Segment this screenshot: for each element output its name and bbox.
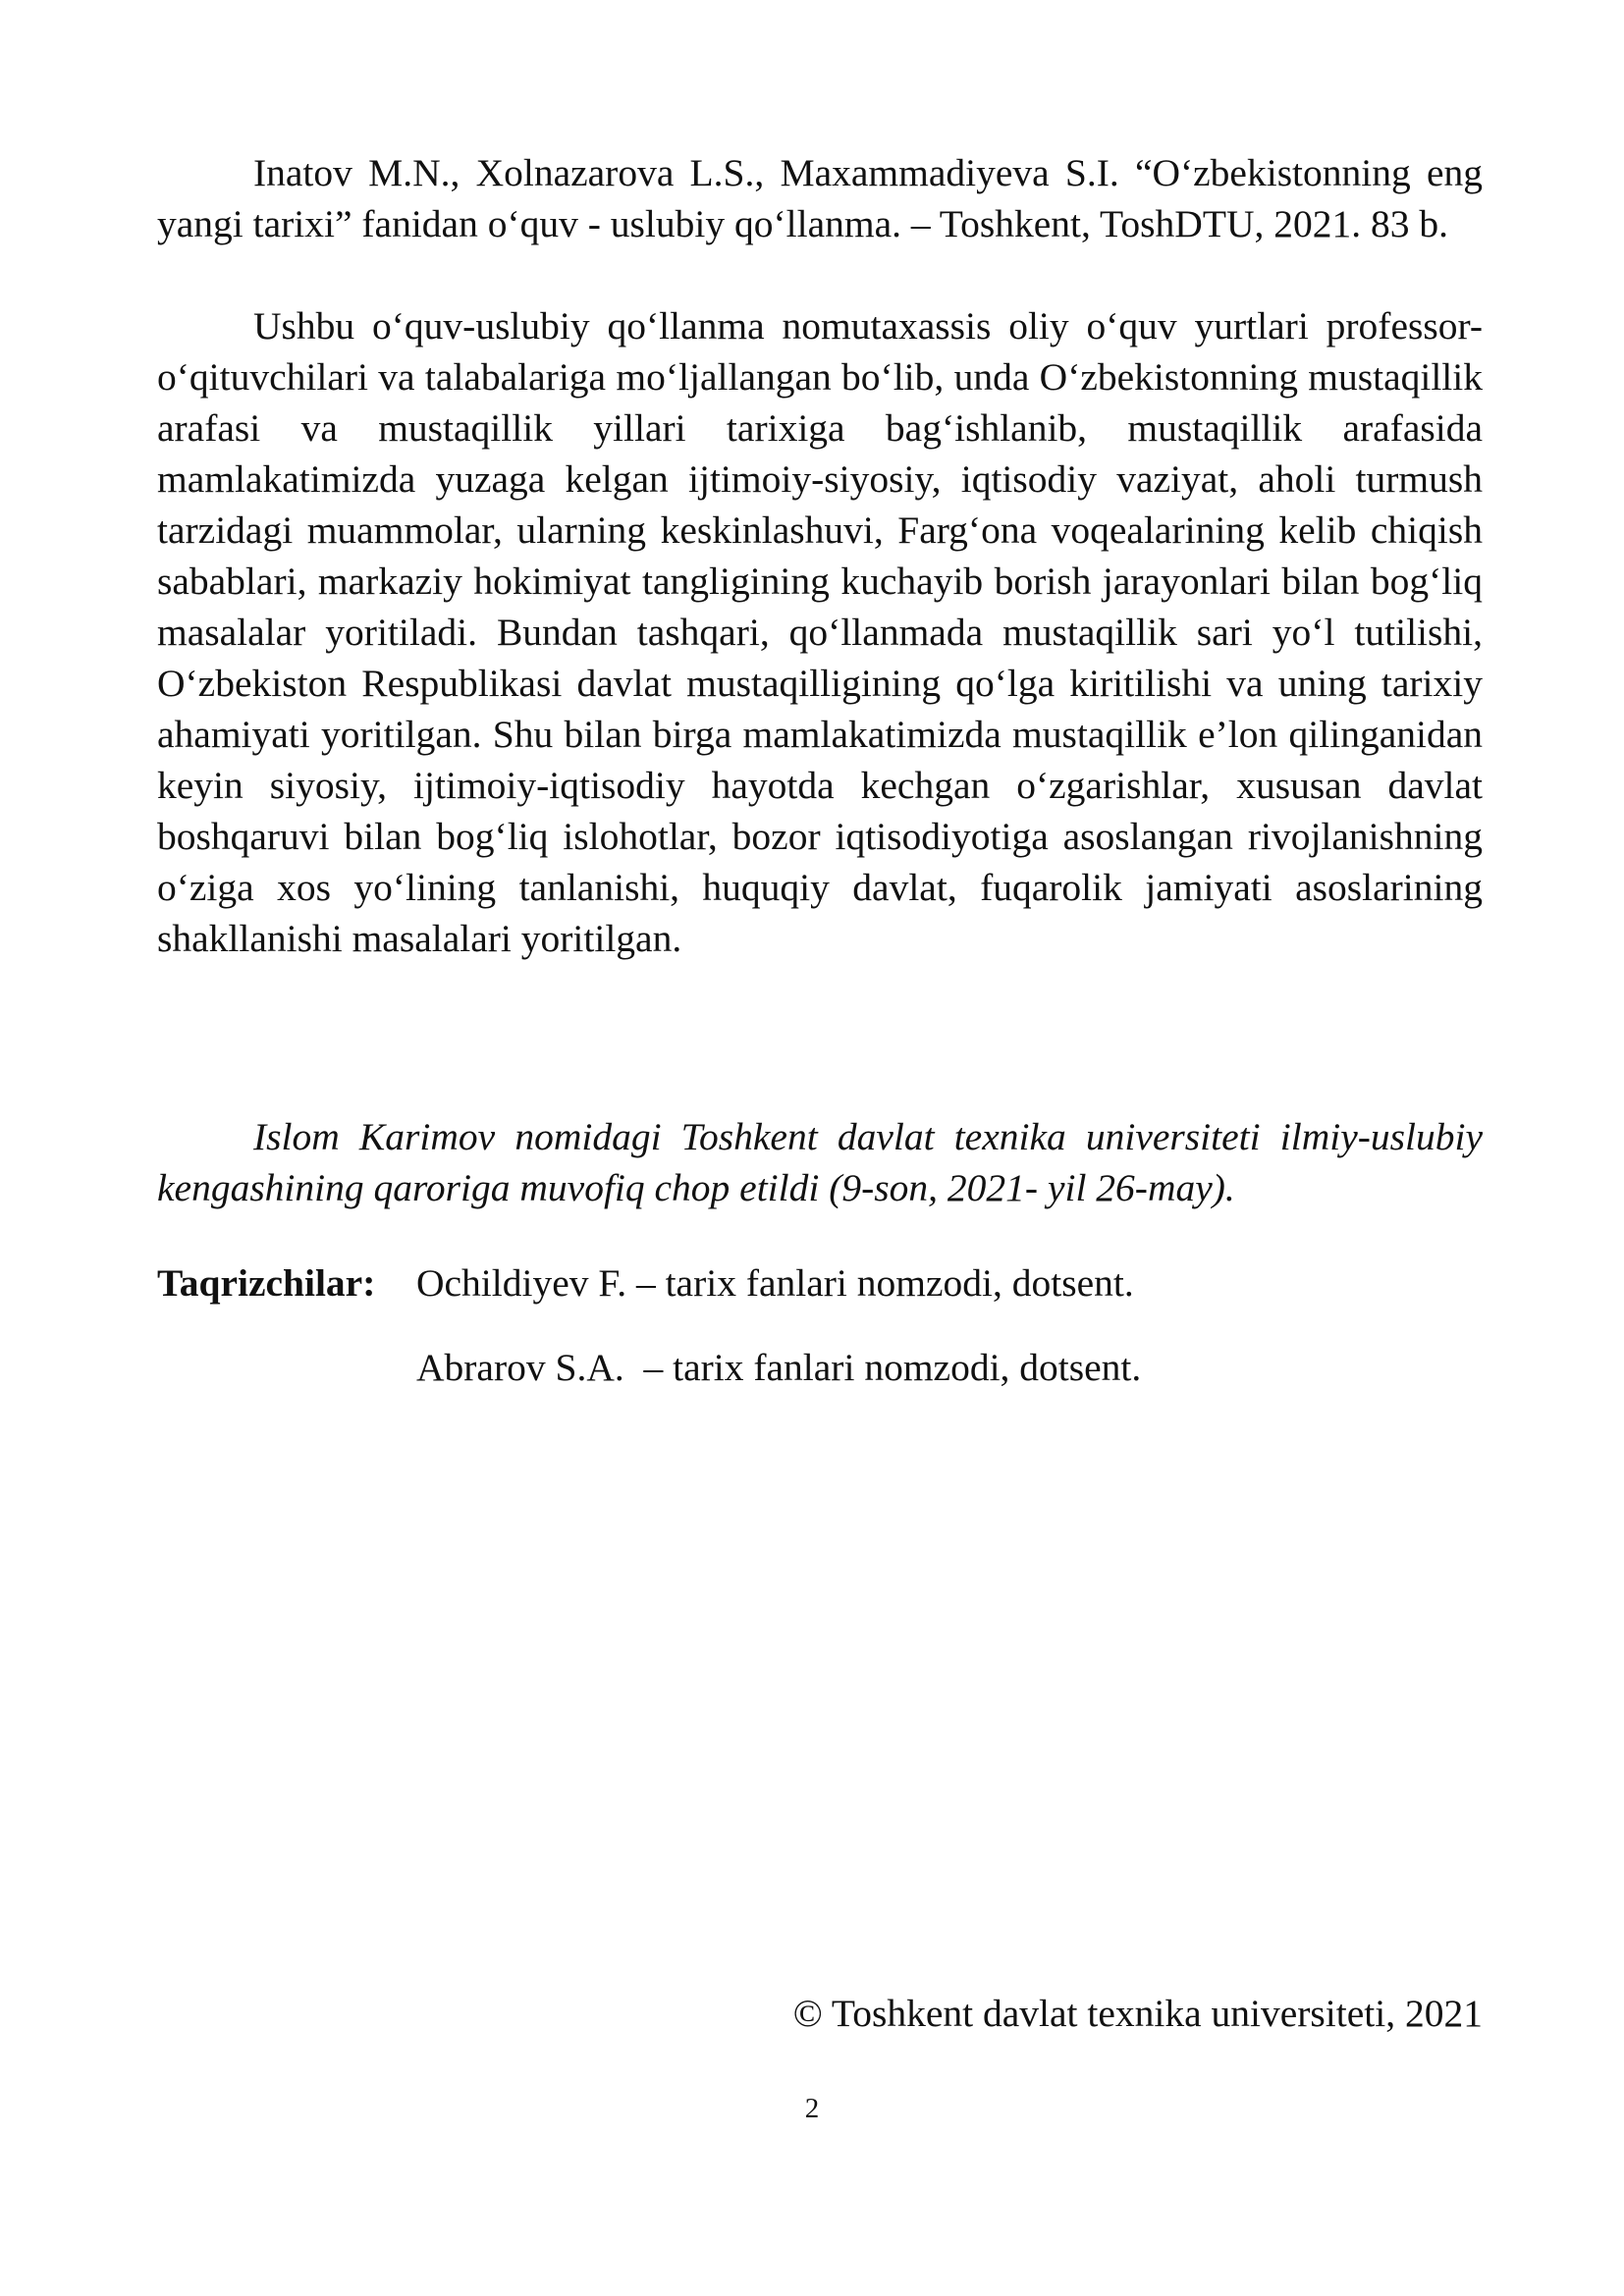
reviewer-row (157, 1342, 1483, 1393)
reviewer-entry: Abrarov S.A. – tarix fanlari nomzodi, dotsent. (416, 1346, 1142, 1389)
page-number: 2 (804, 2093, 820, 2124)
reviewers-block (157, 1257, 1483, 1393)
reviewer-row (157, 1257, 1483, 1308)
page-body (157, 147, 1483, 1393)
reviewer-entry: Ochildiyev F. – tarix fanlari nomzodi, dotsent. (416, 1261, 1134, 1305)
copyright-notice: © Toshkent davlat texnika universiteti, 2021 (792, 1992, 1483, 2035)
approval-statement: Islom Karimov nomidagi Toshkent davlat texnika universiteti ilmiy-uslubiy kengashining qaroriga muvofiq chop etildi (9-son, 2021- yil 26-may). (157, 1115, 1483, 1209)
bibliographic-citation: Inatov M.N., Xolnazarova L.S., Maxammadiyeva S.I. “O‘zbekistonning eng yangi tarixi” fanidan o‘quv - uslubiy qo‘llanma. – Toshkent, ToshDTU, 2021. 83 b. (157, 151, 1483, 245)
reviewers-label: Taqrizchilar: (157, 1261, 376, 1305)
annotation-paragraph: Ushbu o‘quv-uslubiy qo‘llanma nomutaxassis oliy o‘quv yurtlari professor-o‘qituvchilari va talabalariga mo‘ljallangan bo‘lib, unda O‘zbekistonning mustaqillik arafasi va mustaqillik yillari tarixiga bag‘ishlanib, mustaqillik arafasida mamlakatimizda yuzaga kelgan ijtimoiy-siyosiy, iqtisodiy vaziyat, aholi turmush tarzidagi muammolar, ularning keskinlashuvi, Farg‘ona voqealarining kelib chiqish sabablari, markaziy hokimiyat tangligining kuchayib borish jarayonlari bilan bog‘liq masalalar yoritiladi. Bundan tashqari, qo‘llanmada mustaqillik sari yo‘l tutilishi, O‘zbekiston Respublikasi davlat mustaqilligining qo‘lga kiritilishi va uning tarixiy ahamiyati yoritilgan. Shu bilan birga mamlakatimizda mustaqillik e’lon qilinganidan keyin siyosiy, ijtimoiy-iqtisodiy hayotda kechgan o‘zgarishlar, xususan davlat boshqaruvi bilan bog‘liq islohotlar, bozor iqtisodiyotiga asoslangan rivojlanishning o‘ziga xos yo‘lining tanlanishi, huquqiy davlat, fuqarolik jamiyati asoslarining shakllanishi masalalari yoritilgan. (157, 304, 1483, 960)
